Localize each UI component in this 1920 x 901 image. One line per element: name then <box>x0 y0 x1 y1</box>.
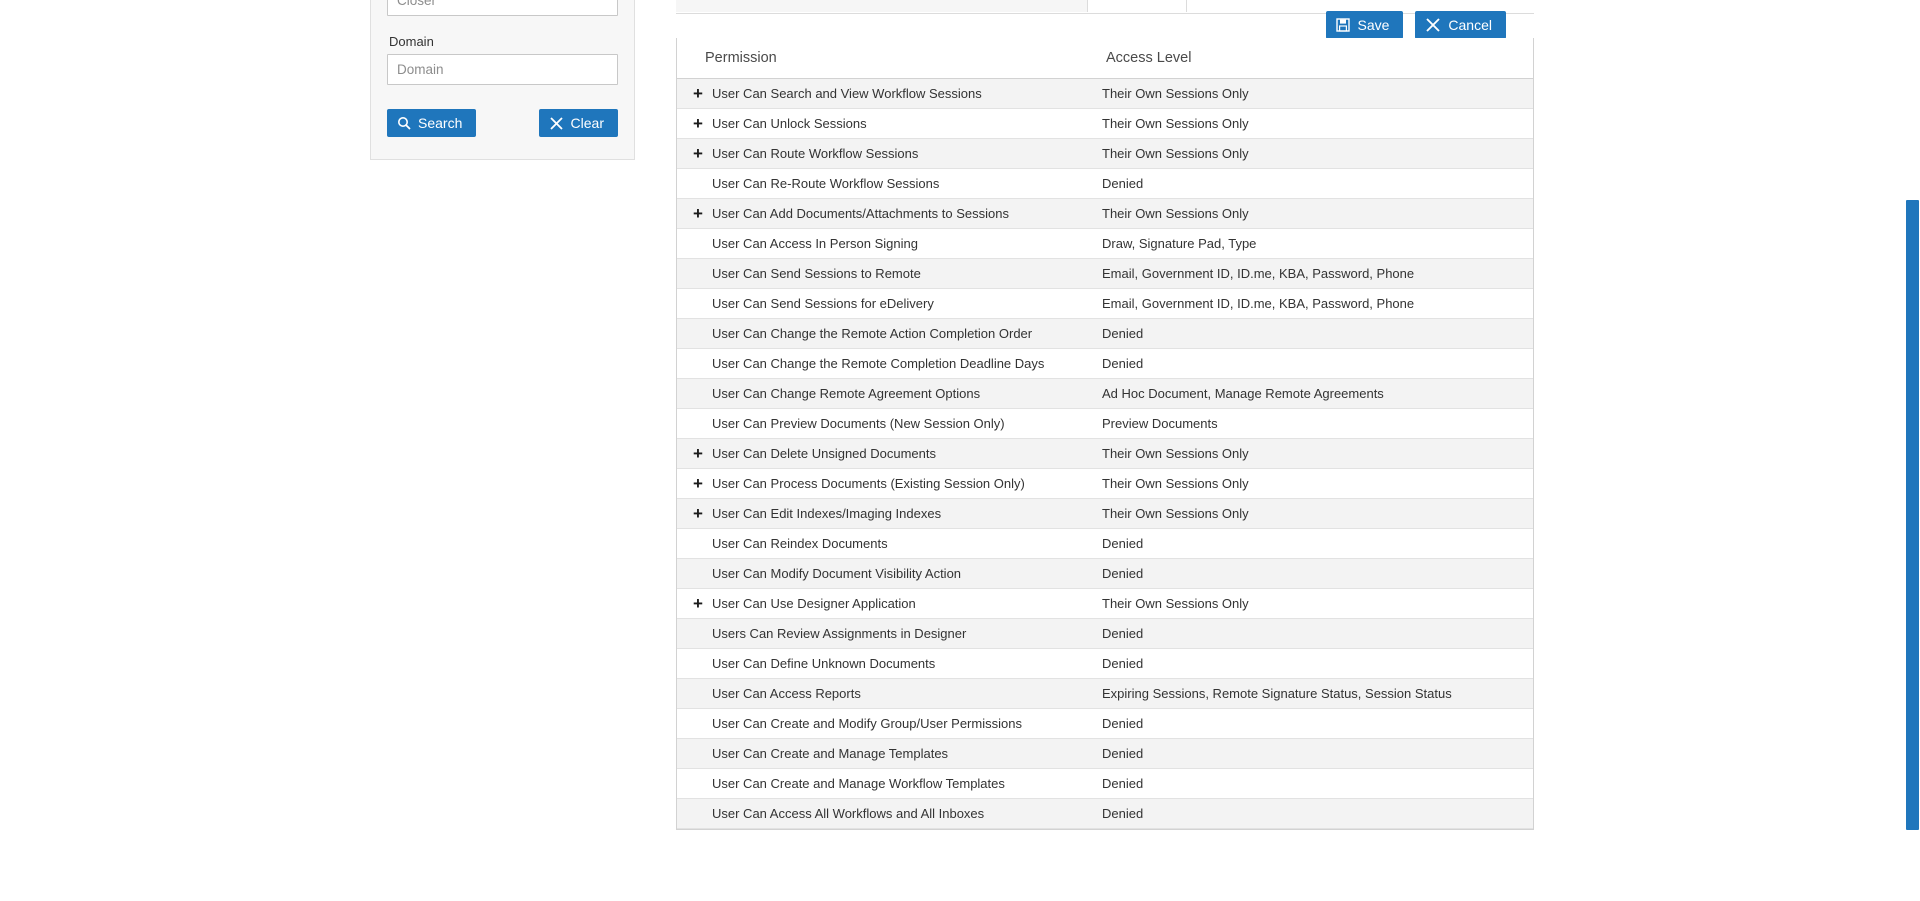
permission-label: User Can Send Sessions to Remote <box>712 266 921 281</box>
permission-cell <box>677 679 1092 709</box>
access-level-cell: Denied <box>1092 529 1533 559</box>
search-button[interactable] <box>387 109 476 137</box>
permission-cell <box>677 169 1092 199</box>
permission-cell <box>677 619 1092 649</box>
permission-label: User Can Re-Route Workflow Sessions <box>712 176 940 191</box>
domain-input[interactable] <box>387 54 618 85</box>
table-row[interactable] <box>677 109 1533 139</box>
permission-label: User Can Create and Modify Group/User Permissions <box>712 716 1022 731</box>
access-level-cell: Their Own Sessions Only <box>1092 589 1533 619</box>
permission-label: User Can Create and Manage Workflow Templates <box>712 776 1005 791</box>
table-row[interactable] <box>677 289 1533 319</box>
table-row[interactable] <box>677 409 1533 439</box>
permission-cell <box>677 349 1092 379</box>
permission-cell <box>677 769 1092 799</box>
access-level-cell: Their Own Sessions Only <box>1092 79 1533 109</box>
permission-cell <box>677 229 1092 259</box>
permission-label: User Can Modify Document Visibility Action <box>712 566 962 581</box>
permission-label: User Can Route Workflow Sessions <box>712 146 919 161</box>
expand-plus-icon[interactable]: + <box>693 113 703 133</box>
closer-input[interactable] <box>387 0 618 16</box>
expand-plus-icon[interactable]: + <box>693 503 703 523</box>
permission-cell <box>677 409 1092 439</box>
expand-plus-icon[interactable]: + <box>693 203 703 223</box>
table-row[interactable] <box>677 349 1533 379</box>
permission-cell <box>677 289 1092 319</box>
permission-cell <box>677 799 1092 829</box>
permission-label: User Can Access Reports <box>712 686 861 701</box>
access-level-cell: Denied <box>1092 709 1533 739</box>
permission-cell <box>677 319 1092 349</box>
table-row[interactable] <box>677 259 1533 289</box>
permission-cell <box>677 739 1092 769</box>
permission-cell <box>677 529 1092 559</box>
access-level-cell: Denied <box>1092 739 1533 769</box>
access-level-cell: Denied <box>1092 169 1533 199</box>
permission-cell <box>677 139 1092 169</box>
access-level-cell: Draw, Signature Pad, Type <box>1092 229 1533 259</box>
save-button-label: Save <box>1357 17 1390 33</box>
table-row[interactable] <box>677 799 1533 829</box>
table-row[interactable] <box>677 529 1533 559</box>
table-row[interactable] <box>677 769 1533 799</box>
permission-cell <box>677 499 1092 529</box>
search-filter-panel <box>370 0 635 160</box>
table-row[interactable] <box>677 619 1533 649</box>
permission-label: User Can Unlock Sessions <box>712 116 867 131</box>
closer-field-group <box>387 0 618 16</box>
column-header-permission: Permission <box>677 38 1092 79</box>
table-row[interactable] <box>677 559 1533 589</box>
permission-cell <box>677 379 1092 409</box>
expand-plus-icon[interactable]: + <box>693 143 703 163</box>
access-level-cell: Email, Government ID, ID.me, KBA, Password, Phone <box>1092 259 1533 289</box>
permissions-table-body <box>677 79 1533 829</box>
permission-cell <box>677 469 1092 499</box>
expand-plus-icon[interactable]: + <box>693 473 703 493</box>
access-level-cell: Denied <box>1092 769 1533 799</box>
table-header-row <box>677 38 1533 79</box>
permissions-table <box>677 38 1533 829</box>
table-row[interactable] <box>677 199 1533 229</box>
permission-label: Users Can Review Assignments in Designer <box>712 626 967 641</box>
column-header-access-level: Access Level <box>1092 38 1533 79</box>
permissions-table-head <box>677 38 1533 79</box>
access-level-cell: Denied <box>1092 349 1533 379</box>
permission-label: User Can Send Sessions for eDelivery <box>712 296 934 311</box>
table-row[interactable] <box>677 169 1533 199</box>
access-level-cell: Denied <box>1092 799 1533 829</box>
search-panel-buttons <box>387 109 618 137</box>
permission-label: User Can Add Documents/Attachments to Sessions <box>712 206 1009 221</box>
permission-label: User Can Change the Remote Completion Deadline Days <box>712 356 1045 371</box>
permission-cell <box>677 259 1092 289</box>
access-level-cell: Denied <box>1092 619 1533 649</box>
expand-plus-icon[interactable]: + <box>693 443 703 463</box>
access-level-cell: Denied <box>1092 319 1533 349</box>
table-row[interactable] <box>677 229 1533 259</box>
permission-label: User Can Delete Unsigned Documents <box>712 446 936 461</box>
domain-field-group <box>387 34 618 85</box>
access-level-cell: Ad Hoc Document, Manage Remote Agreements <box>1092 379 1533 409</box>
permission-label: User Can Access In Person Signing <box>712 236 918 251</box>
permission-label: User Can Create and Manage Templates <box>712 746 949 761</box>
header-cell-right <box>1089 0 1187 12</box>
permission-cell <box>677 559 1092 589</box>
access-level-cell: Their Own Sessions Only <box>1092 139 1533 169</box>
permission-cell <box>677 199 1092 229</box>
table-row[interactable] <box>677 649 1533 679</box>
close-icon <box>1425 17 1441 33</box>
table-row[interactable] <box>677 139 1533 169</box>
header-cell-left <box>676 0 1088 12</box>
table-row[interactable] <box>677 319 1533 349</box>
table-row[interactable] <box>677 589 1533 619</box>
permission-cell <box>677 439 1092 469</box>
permission-label: User Can Search and View Workflow Sessions <box>712 86 982 101</box>
search-icon <box>397 116 411 130</box>
cancel-button[interactable] <box>1415 11 1506 39</box>
access-level-cell: Their Own Sessions Only <box>1092 499 1533 529</box>
cancel-button-label: Cancel <box>1448 17 1492 33</box>
table-row[interactable] <box>677 709 1533 739</box>
expand-plus-icon[interactable]: + <box>693 83 703 103</box>
permission-cell <box>677 79 1092 109</box>
table-row[interactable] <box>677 739 1533 769</box>
permission-cell <box>677 649 1092 679</box>
permission-label: User Can Access All Workflows and All Inboxes <box>712 806 985 821</box>
access-level-cell: Expiring Sessions, Remote Signature Status, Session Status <box>1092 679 1533 709</box>
search-button-label: Search <box>418 115 463 131</box>
table-row[interactable] <box>677 679 1533 709</box>
access-level-cell: Their Own Sessions Only <box>1092 439 1533 469</box>
save-button[interactable] <box>1326 11 1403 39</box>
permission-label: User Can Preview Documents (New Session Only) <box>712 416 1005 431</box>
permission-label: User Can Process Documents (Existing Session Only) <box>712 476 1025 491</box>
table-row[interactable] <box>677 439 1533 469</box>
clear-button[interactable] <box>539 109 618 137</box>
save-disk-icon <box>1336 18 1350 32</box>
permission-label: User Can Define Unknown Documents <box>712 656 936 671</box>
access-level-cell: Denied <box>1092 649 1533 679</box>
record-action-buttons <box>1326 11 1506 39</box>
permission-cell <box>677 709 1092 739</box>
bottom-filler <box>0 885 1920 901</box>
expand-plus-icon[interactable]: + <box>693 593 703 613</box>
detail-header-strip <box>676 0 1534 33</box>
access-level-cell: Their Own Sessions Only <box>1092 109 1533 139</box>
permission-label: User Can Reindex Documents <box>712 536 888 551</box>
vertical-scrollbar-track[interactable] <box>1904 0 1920 901</box>
access-level-cell: Denied <box>1092 559 1533 589</box>
access-level-cell: Preview Documents <box>1092 409 1533 439</box>
vertical-scrollbar-thumb[interactable] <box>1906 200 1919 830</box>
access-level-cell: Email, Government ID, ID.me, KBA, Password, Phone <box>1092 289 1533 319</box>
table-row[interactable] <box>677 379 1533 409</box>
table-row[interactable] <box>677 79 1533 109</box>
permissions-panel <box>676 38 1534 830</box>
table-row[interactable] <box>677 499 1533 529</box>
permission-label: User Can Edit Indexes/Imaging Indexes <box>712 506 942 521</box>
permission-cell <box>677 109 1092 139</box>
close-icon <box>549 116 564 131</box>
clear-button-label: Clear <box>570 115 604 131</box>
access-level-cell: Their Own Sessions Only <box>1092 199 1533 229</box>
permission-label: User Can Change the Remote Action Completion Order <box>712 326 1033 341</box>
domain-field-label: Domain <box>389 34 434 49</box>
permission-cell <box>677 589 1092 619</box>
access-level-cell: Their Own Sessions Only <box>1092 469 1533 499</box>
table-row[interactable] <box>677 469 1533 499</box>
permission-label: User Can Change Remote Agreement Options <box>712 386 981 401</box>
permission-label: User Can Use Designer Application <box>712 596 916 611</box>
